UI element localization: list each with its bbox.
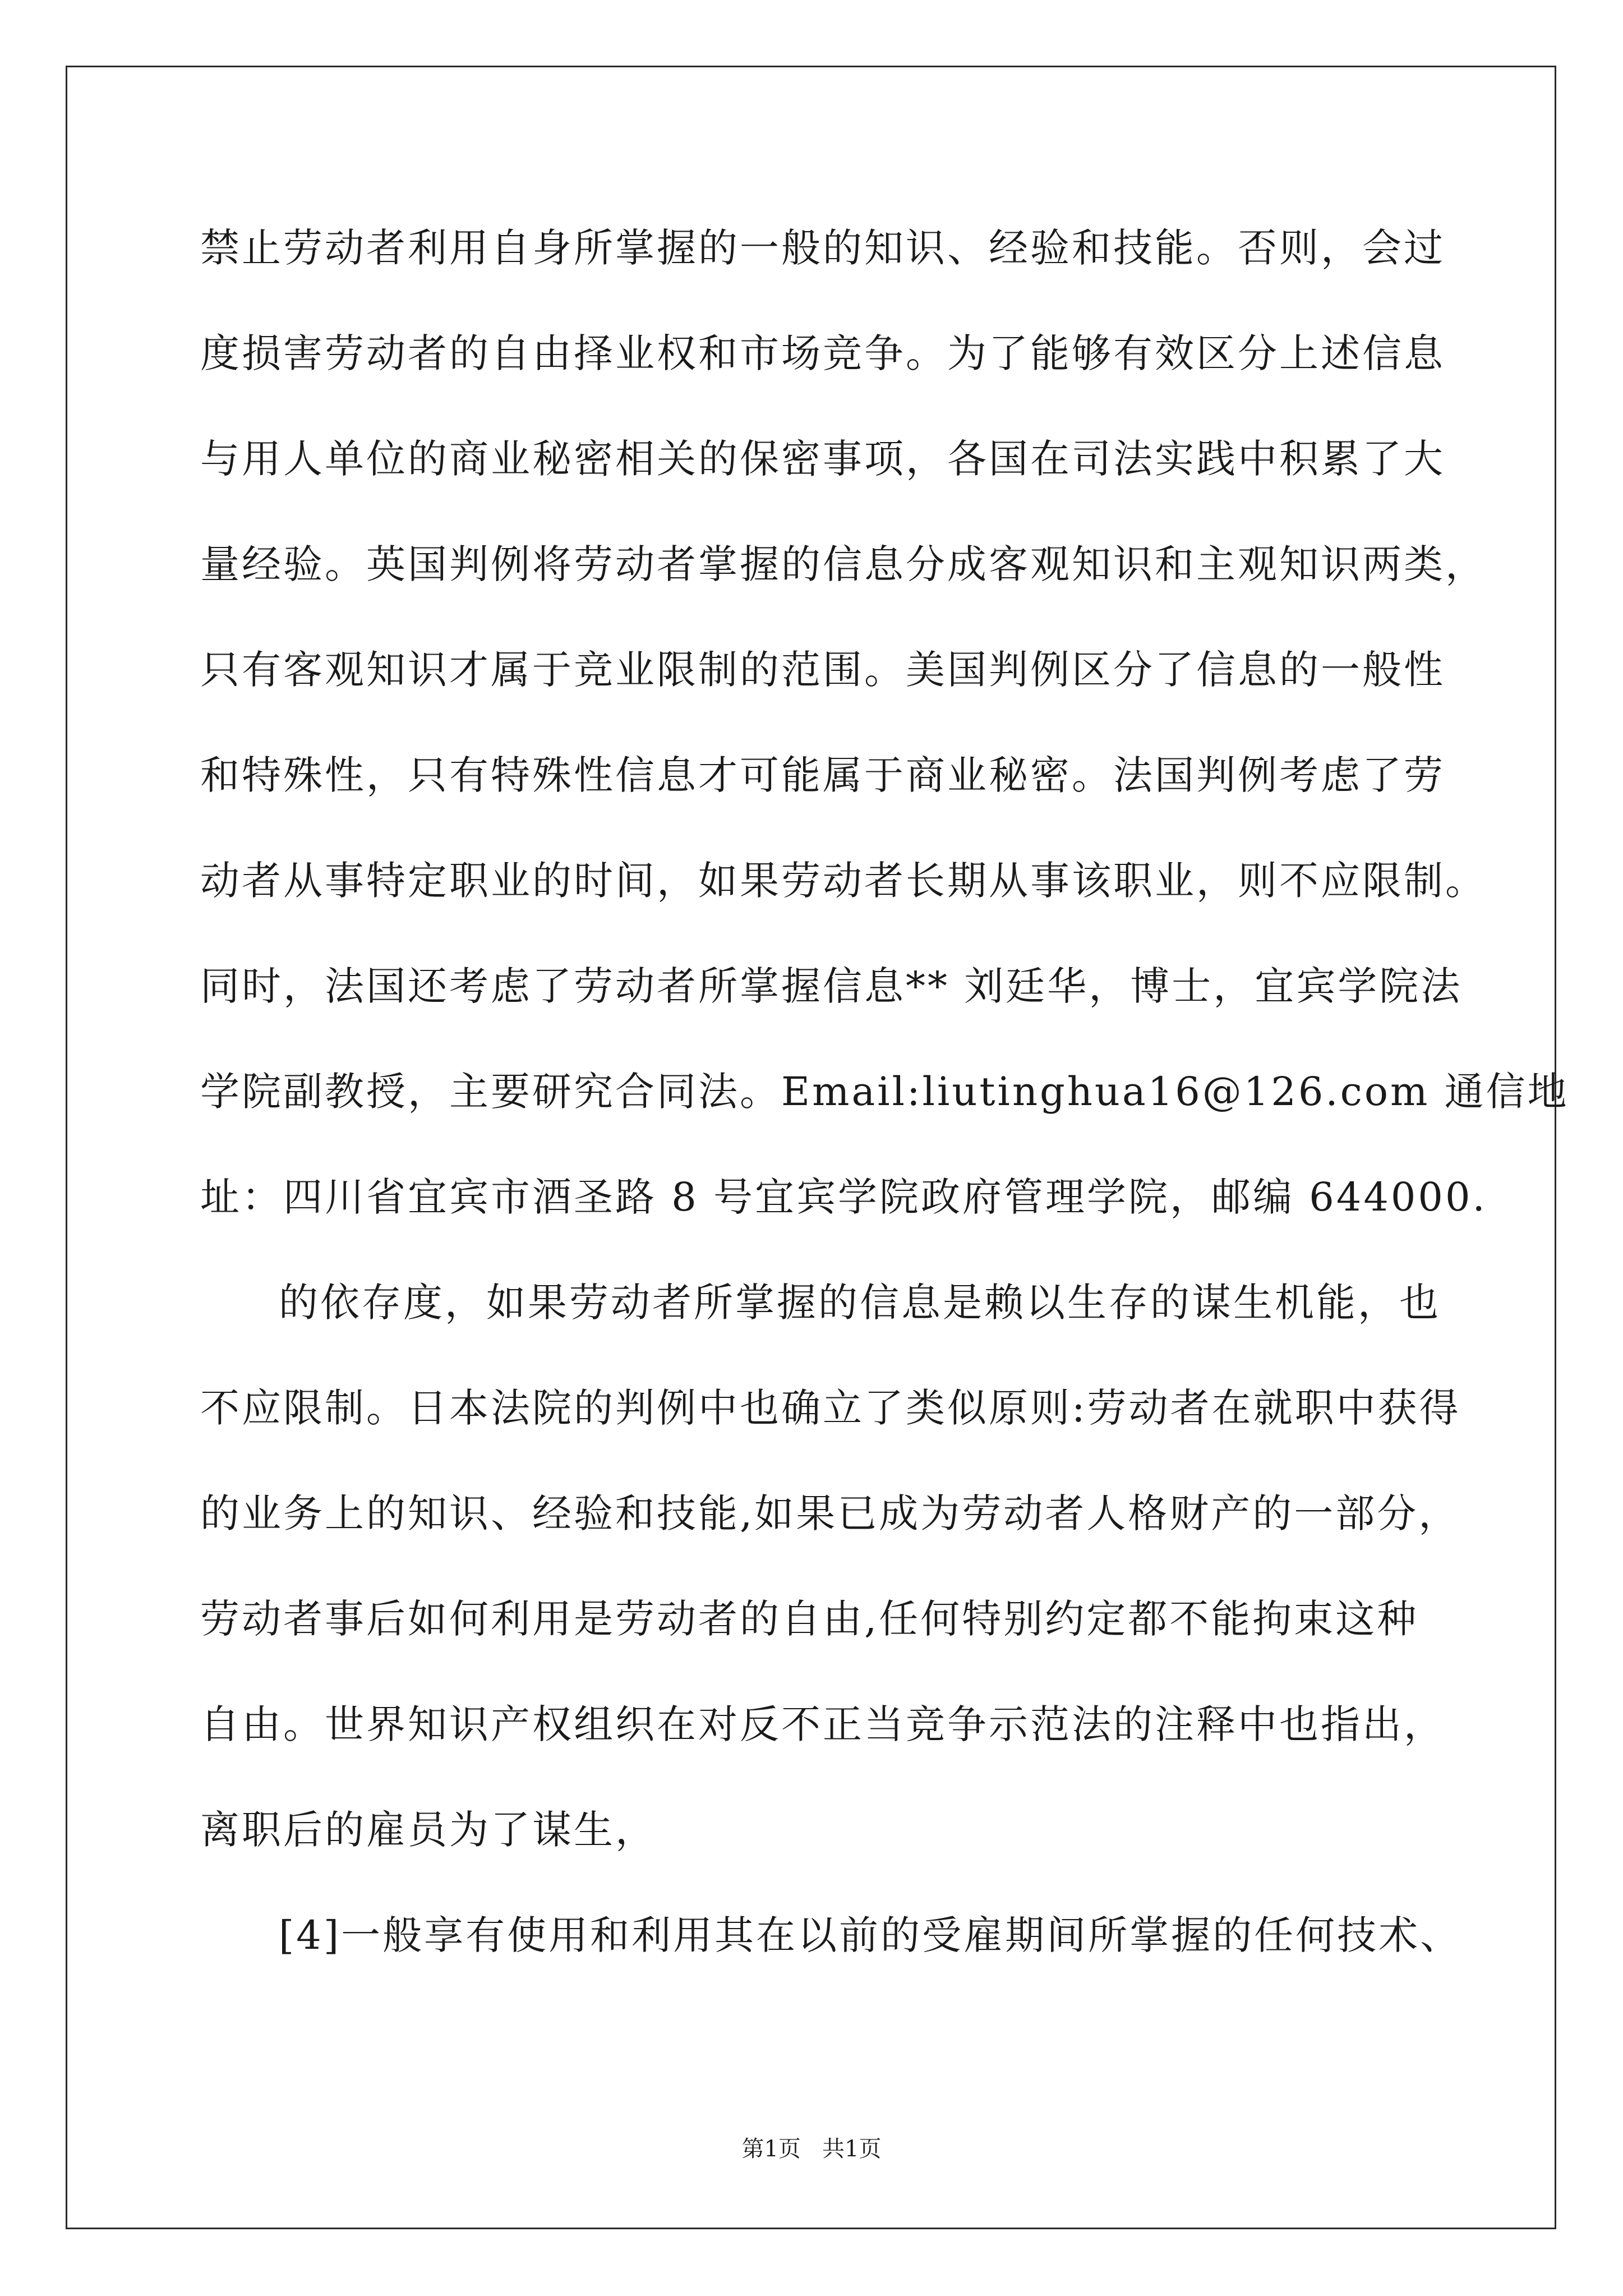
text-line: 动者从事特定职业的时间，如果劳动者长期从事该职业，则不应限制。 <box>200 858 1487 904</box>
text-line: 不应限制。日本法院的判例中也确立了类似原则:劳动者在就职中获得 <box>200 1385 1461 1431</box>
text-line: [4]一般享有使用和利用其在以前的受雇期间所掌握的任何技术、 <box>279 1912 1462 1958</box>
text-line: 的业务上的知识、经验和技能,如果已成为劳动者人格财产的一部分， <box>200 1490 1460 1536</box>
text-line: 禁止劳动者利用自身所掌握的一般的知识、经验和技能。否则，会过 <box>200 225 1445 271</box>
text-line: 与用人单位的商业秘密相关的保密事项，各国在司法实践中积累了大 <box>200 436 1445 482</box>
text-line: 自由。世界知识产权组织在对反不正当竞争示范法的注释中也指出， <box>200 1701 1445 1747</box>
text-line: 只有客观知识才属于竞业限制的范围。美国判例区分了信息的一般性 <box>200 647 1445 693</box>
text-line: 和特殊性，只有特殊性信息才可能属于商业秘密。法国判例考虑了劳 <box>200 752 1445 798</box>
text-line: 学院副教授，主要研究合同法。Email:liutinghua16@126.com 通信地 <box>200 1069 1569 1115</box>
page-footer: 第1页 共1页 <box>741 2136 882 2162</box>
page-border <box>66 66 1556 2229</box>
text-line: 劳动者事后如何利用是劳动者的自由,任何特别约定都不能拘束这种 <box>200 1596 1419 1642</box>
text-line: 的依存度，如果劳动者所掌握的信息是赖以生存的谋生机能，也 <box>279 1280 1441 1326</box>
text-line: 同时，法国还考虑了劳动者所掌握信息** 刘廷华，博士，宜宾学院法 <box>200 963 1463 1009</box>
text-line: 离职后的雇员为了谋生， <box>200 1807 657 1853</box>
text-line: 度损害劳动者的自由择业权和市场竞争。为了能够有效区分上述信息 <box>200 330 1445 376</box>
text-line: 量经验。英国判例将劳动者掌握的信息分成客观知识和主观知识两类， <box>200 541 1487 587</box>
text-line: 址：四川省宜宾市酒圣路 8 号宜宾学院政府管理学院，邮编 644000. <box>200 1174 1487 1220</box>
